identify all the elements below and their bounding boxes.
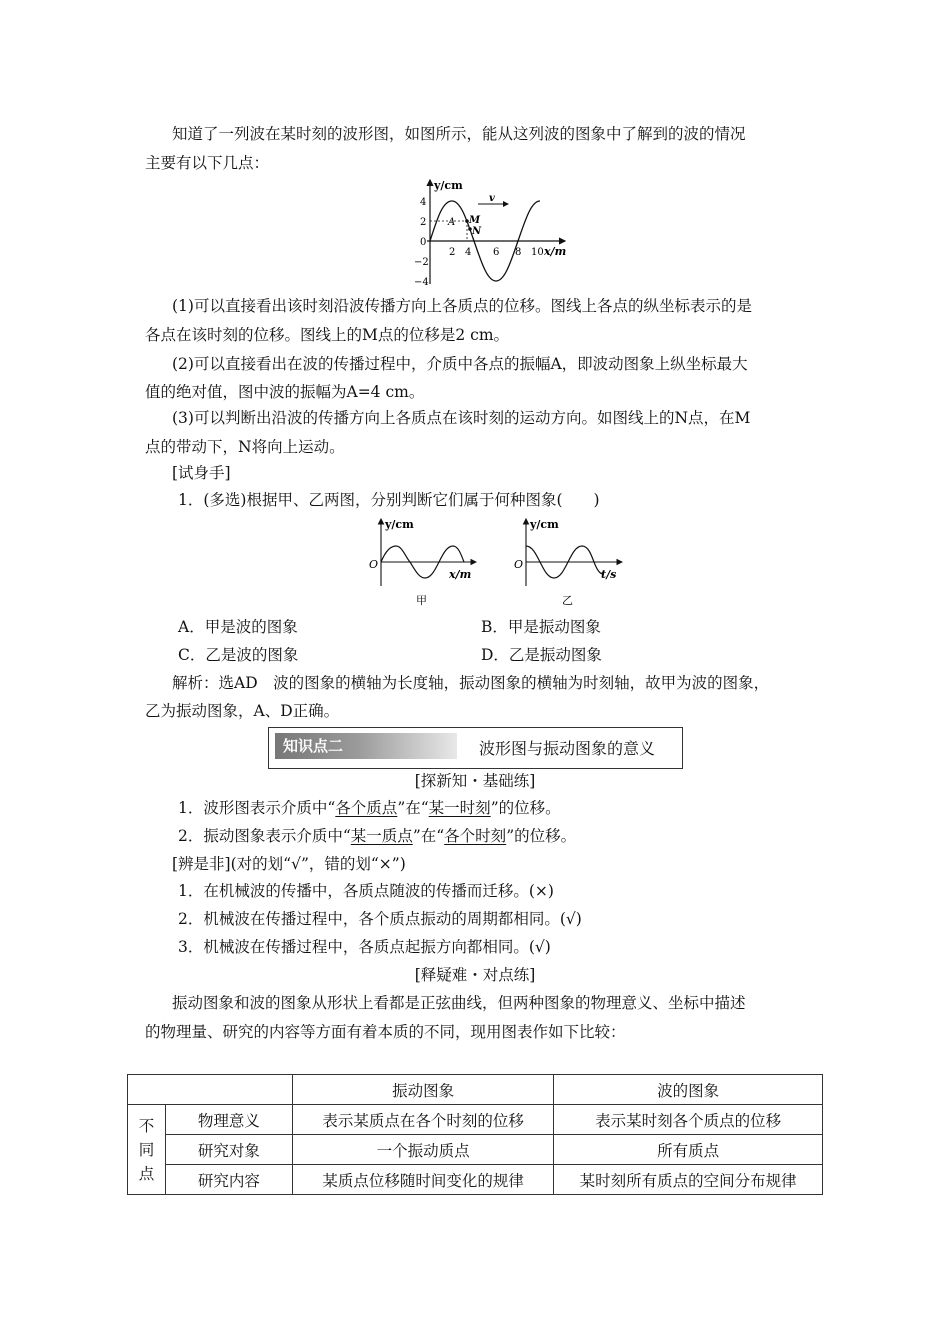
point-m-label: M [469,215,481,226]
table-row [128,1105,823,1135]
point-1-line-2: 各点在该时刻的位移。图线上的M点的位移是2 cm。 [145,326,510,344]
table-row [128,1165,823,1195]
intro-line-1: 知道了一列波在某时刻的波形图，如图所示，能从这列波的图象中了解到的波的情况 [172,125,746,143]
option-c: C．乙是波的图象 [178,646,299,664]
sub-header-basic: [探新知・基础练] [414,772,536,790]
option-a: A．甲是波的图象 [178,618,298,636]
row-label: 研究对象 [165,1135,292,1165]
explain-line-2: 的物理量、研究的内容等方面有着本质的不同，现用图表作如下比较： [145,1023,626,1041]
velocity-label: v [489,193,495,204]
table-header-wave: 波的图象 [554,1075,823,1105]
figure-jia [364,516,484,606]
point-1-line-1: (1)可以直接看出该时刻沿波传播方向上各质点的位移。图线上各点的纵坐标表示的是 [172,297,752,315]
yi-y-label: y/cm [530,518,559,531]
point-3-line-1: (3)可以判断出沿波的传播方向上各质点在该时刻的运动方向。如图线上的N点，在M [172,409,751,427]
y-tick: −4 [414,277,429,288]
row-label: 研究内容 [165,1165,292,1195]
x-tick: 2 [449,247,456,258]
judge-item-1: 1．在机械波的传播中，各质点随波的传播而迁移。(×) [178,882,554,900]
yi-x-label: t/s [601,568,617,581]
judge-header: [辨是非](对的划“√”，错的划“×”) [172,855,406,873]
yi-origin: O [514,558,524,571]
judge-item-2: 2．机械波在传播过程中，各个质点振动的周期都相同。(√) [178,910,582,928]
section-heading-box [268,727,683,769]
sub-header-practice: [释疑难・对点练] [414,966,536,984]
option-d: D．乙是振动图象 [481,646,602,664]
figure-yi [512,516,632,606]
concept-item-1: 1．波形图表示介质中“各个质点”在“某一时刻”的位移。 [178,799,561,817]
row-label: 物理意义 [165,1105,292,1135]
jia-caption: 甲 [416,594,427,606]
table-header-empty [128,1075,293,1105]
point-3-line-2: 点的带动下，N将向上运动。 [145,438,345,456]
cell-vibration: 表示某质点在各个时刻的位移 [292,1105,554,1135]
analysis-line-1: 解析：选AD 波的图象的横轴为长度轴，振动图象的横轴为时刻轴，故甲为波的图象， [172,674,770,692]
x-axis-label: x/m [544,245,567,258]
section-title: 波形图与振动图象的意义 [479,739,656,758]
comparison-table [127,1074,823,1195]
point-2-line-2: 值的绝对值，图中波的振幅为A=4 cm。 [145,383,425,401]
table-header-vibration: 振动图象 [292,1075,554,1105]
concept-item-2: 2．振动图象表示介质中“某一质点”在“各个时刻”的位移。 [178,827,577,845]
table-row [128,1135,823,1165]
wave-figure [405,176,575,288]
group-label: 不 同 点 [128,1105,166,1195]
yi-caption: 乙 [562,594,573,606]
x-tick: 8 [515,247,522,258]
x-tick: 10 [531,247,544,258]
analysis-line-2: 乙为振动图象，A、D正确。 [145,702,340,720]
x-tick: 4 [465,247,472,258]
point-2-line-1: (2)可以直接看出在波的传播过程中，介质中各点的振幅A，即波动图象上纵坐标最大 [172,355,748,373]
try-question: 1．(多选)根据甲、乙两图，分别判断它们属于何种图象( ) [178,491,600,509]
cell-vibration: 某质点位移随时间变化的规律 [292,1165,554,1195]
table-header-row [128,1075,823,1105]
x-tick: 6 [493,247,500,258]
jia-origin: O [369,558,379,571]
option-b: B．甲是振动图象 [481,618,601,636]
judge-item-3: 3．机械波在传播过程中，各质点起振方向都相同。(√) [178,938,551,956]
jia-x-label: x/m [449,568,472,581]
y-tick: 4 [420,197,427,208]
jia-y-label: y/cm [385,518,414,531]
cell-vibration: 一个振动质点 [292,1135,554,1165]
point-a-label: A [448,217,456,228]
section-tag: 知识点二 [275,733,457,759]
cell-wave: 某时刻所有质点的空间分布规律 [554,1165,823,1195]
point-n-label: N [472,226,482,237]
y-tick: 0 [420,237,427,248]
try-header: [试身手] [172,464,231,482]
y-tick: −2 [414,257,429,268]
explain-line-1: 振动图象和波的图象从形状上看都是正弦曲线，但两种图象的物理意义、坐标中描述 [172,994,746,1012]
cell-wave: 表示某时刻各个质点的位移 [554,1105,823,1135]
y-tick: 2 [420,217,427,228]
intro-line-2: 主要有以下几点： [145,154,270,172]
y-axis-label: y/cm [434,179,463,192]
cell-wave: 所有质点 [554,1135,823,1165]
